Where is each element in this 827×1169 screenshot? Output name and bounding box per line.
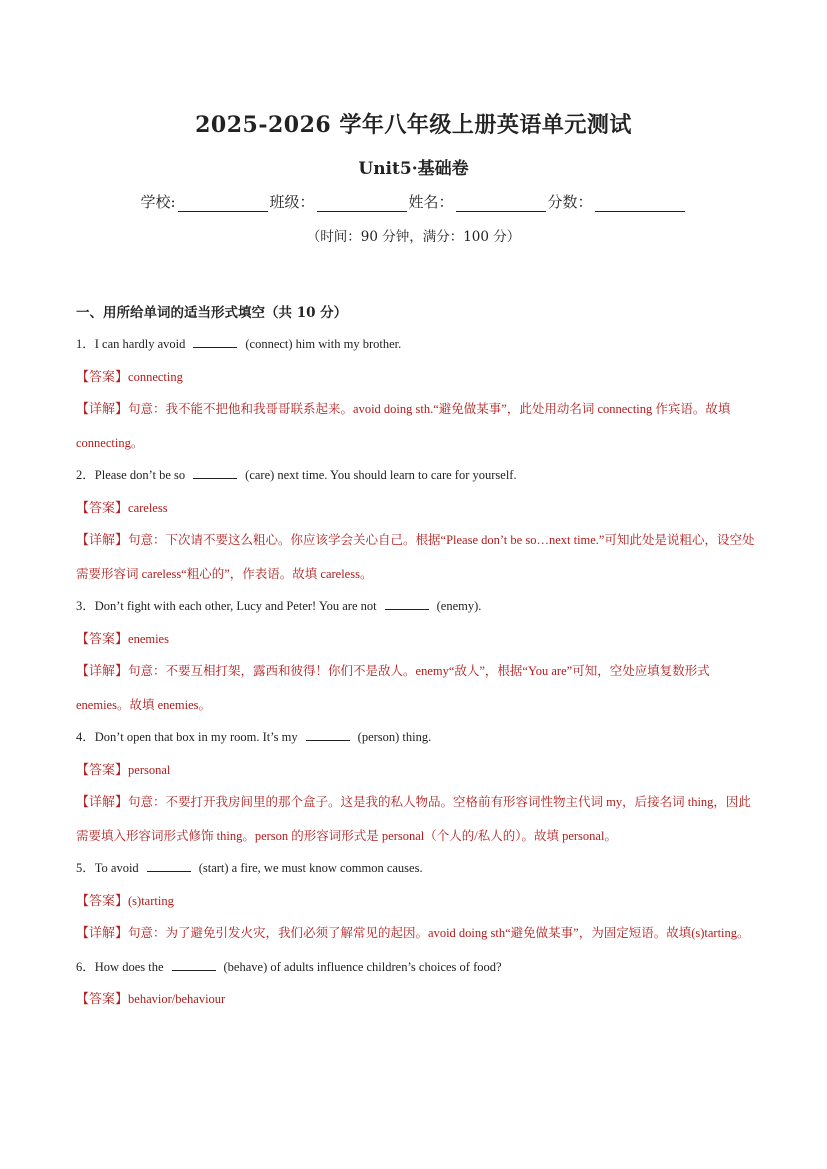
student-info-line [0, 191, 827, 212]
answer-tag: 【答案】 [76, 762, 129, 778]
question-item [76, 727, 756, 760]
explain-tag: 【详解】 [76, 533, 129, 548]
class-blank [317, 195, 407, 212]
answer-tag: 【答案】 [76, 893, 129, 909]
question-text-before: Please don’t be so [94, 468, 186, 482]
answer-blank [172, 957, 216, 971]
page-subtitle: Unit5·基础卷 [358, 159, 469, 179]
answer-blank [193, 334, 237, 348]
question-number: 5． [76, 861, 95, 875]
question-text-after: (behave) of adults influence children’s choices of food? [223, 959, 502, 974]
answer-blank [385, 596, 429, 610]
explanation [76, 917, 756, 951]
answer-text: behavior/behaviour [128, 992, 226, 1006]
question-text-before: Don’t fight with each other, Lucy and Peter! You are not [94, 599, 377, 613]
question-text-after: (person) thing. [357, 730, 432, 744]
page-title: 2025-2026 学年八年级上册英语单元测试 [195, 112, 632, 138]
name-blank [456, 195, 546, 212]
answer-tag: 【答案】 [76, 992, 129, 1007]
question-list [76, 334, 756, 1022]
answer-tag: 【答案】 [76, 631, 129, 647]
explain-tag: 【详解】 [76, 795, 129, 810]
name-label: 姓名： [408, 193, 454, 211]
answer-text: enemies [128, 631, 169, 646]
answer-tag: 【答案】 [76, 369, 129, 385]
question-number: 3． [76, 599, 95, 613]
section-title: 一、用所给单词的适当形式填空（共 10 分） [76, 305, 348, 321]
score-blank [595, 195, 685, 212]
class-label: 班级： [269, 193, 315, 211]
answer-line [76, 989, 756, 1022]
question-number: 2． [76, 468, 95, 482]
question-number: 1． [76, 337, 95, 351]
question-item [76, 858, 756, 891]
explain-tag: 【详解】 [76, 402, 129, 417]
answer-blank [306, 727, 350, 741]
question-item [76, 596, 756, 629]
answer-blank [147, 858, 191, 872]
explanation [76, 393, 756, 459]
question-number: 4． [76, 730, 95, 744]
answer-text: personal [128, 762, 171, 777]
school-label: 学校: [140, 193, 176, 211]
question-text-before: To avoid [94, 861, 139, 875]
answer-text: (s)tarting [128, 893, 174, 908]
explain-tag: 【详解】 [76, 664, 129, 679]
question-item [76, 957, 756, 990]
question-number: 6． [76, 959, 95, 974]
school-blank [178, 195, 268, 212]
explanation-text: 句意：我不能不把他和我哥哥联系起来。avoid doing sth.“避免做某事”，此处用动名词 connecting 作宾语。故填 connecting。 [76, 402, 731, 450]
question-text-after: (care) next time. You should learn to care for yourself. [245, 468, 517, 482]
time-note: （时间：90 分钟，满分：100 分） [306, 229, 521, 245]
question-text-before: How does the [94, 959, 164, 974]
explanation-text: 句意：为了避免引发火灾，我们必须了解常见的起因。avoid doing sth“避免做某事”，为固定短语。故填(s)tarting。 [128, 926, 750, 940]
explanation [76, 655, 756, 721]
explanation-text: 句意：不要互相打架，露西和彼得！你们不是敌人。enemy“敌人”，根据“You are”可知，空处应填复数形式 enemies。故填 enemies。 [76, 664, 710, 712]
question-text-after: (start) a fire, we must know common causes. [198, 861, 423, 875]
answer-tag: 【答案】 [76, 500, 129, 516]
answer-blank [193, 465, 237, 479]
question-text-after: (enemy). [436, 599, 482, 613]
question-text-before: Don’t open that box in my room. It’s my [94, 730, 298, 744]
explanation [76, 786, 756, 852]
question-item [76, 334, 756, 367]
question-item [76, 465, 756, 498]
explanation [76, 524, 756, 590]
score-label: 分数： [547, 193, 593, 211]
question-text-before: I can hardly avoid [94, 337, 186, 351]
question-text-after: (connect) him with my brother. [245, 337, 402, 351]
answer-text: careless [128, 500, 168, 515]
answer-text: connecting [128, 369, 183, 384]
explain-tag: 【详解】 [76, 926, 129, 941]
explanation-text: 句意：不要打开我房间里的那个盒子。这是我的私人物品。空格前有形容词性物主代词 my，后接名词 thing，因此需要填入形容词形式修饰 thing。person 的形容词形式是 personal（个人的/私人的）。故填 personal。 [76, 795, 751, 843]
explanation-text: 句意：下次请不要这么粗心。你应该学会关心自己。根据“Please don’t be so…next time.”可知此处是说粗心，设空处需要形容词 careless“粗心的”，作表语。故填 careless。 [76, 533, 755, 581]
